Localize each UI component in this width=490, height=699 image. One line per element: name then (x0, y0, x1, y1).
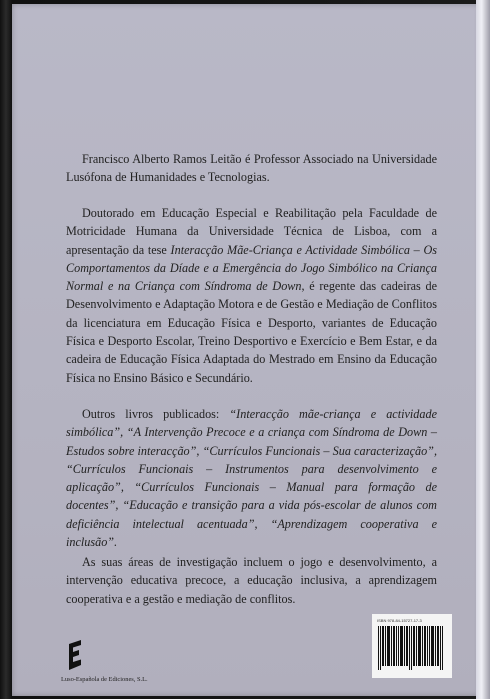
doctorate-paragraph (66, 204, 437, 387)
research-areas-paragraph (66, 553, 437, 608)
isbn-barcode (372, 614, 452, 678)
doctorate-text (66, 204, 437, 387)
page-edges (476, 0, 490, 699)
other-books-titles: “Interacção mãe-criança e actividade simbólica”, “A Intervenção Precoce e a criança com Síndroma de Down – Estudos sobre interacção”, “Currículos Funcionais – Sua caracterização”, “Currículos Funcionais – Instrumentos para desenvolvimento e aplicação”, “Currículos Funcionais – Manual para formação de docentes”, “Educação e transição para a vida pós-escolar de alunos com deficiência intelectual acentuada”, “Aprendizagem cooperativa e inclusão”. (66, 407, 437, 550)
other-books-text (66, 405, 437, 551)
author-bio-paragraph (66, 150, 437, 187)
research-areas-text: As suas áreas de investigação incluem o jogo e desenvolvimento, a intervenção educativa precoce, a educação inclusiva, a aprendizagem cooperativa e a gestão e mediação de conflitos. (66, 555, 437, 606)
publisher-logo-icon (68, 640, 82, 670)
doctorate-text-end: , é regente das cadeiras de Desenvolvimento e Adaptação Motora e de Gestão e Mediação de Conflitos da licenciatura em Educação Física e Desporto, variantes de Educação Física e Desporto Escolar, Treino Desportivo e Exercício e Bem Estar, e da cadeira de Educação Física Adaptada do Mestrado em Ensino da Educação Física no Ensino Básico e Secundário. (66, 279, 437, 385)
publisher-name: Luso-Española de Ediciones, S.L. (61, 676, 148, 683)
thesis-title: Interacção Mãe-Criança e Actividade Simbólica – Os Comportamentos da Díade e a Emergência do Jogo Simbólico na Criança Normal e na Criança com Síndroma de Down (66, 242, 437, 294)
barcode-icon (378, 626, 446, 674)
doctorate-text-start: Doutorado em Educação Especial e Reabilitação pela Faculdade de Motricidade Humana da Universidade Técnica de Lisboa, com a apresentação da tese (66, 206, 437, 257)
author-bio-text: Francisco Alberto Ramos Leitão é Professor Associado na Universidade Lusófona de Humanidades e Tecnologias. (66, 152, 437, 185)
other-books-paragraph (66, 405, 437, 551)
other-books-intro: Outros livros publicados: (82, 407, 230, 421)
isbn-label: ISBN 978-84-15727-17-3 (377, 618, 422, 623)
